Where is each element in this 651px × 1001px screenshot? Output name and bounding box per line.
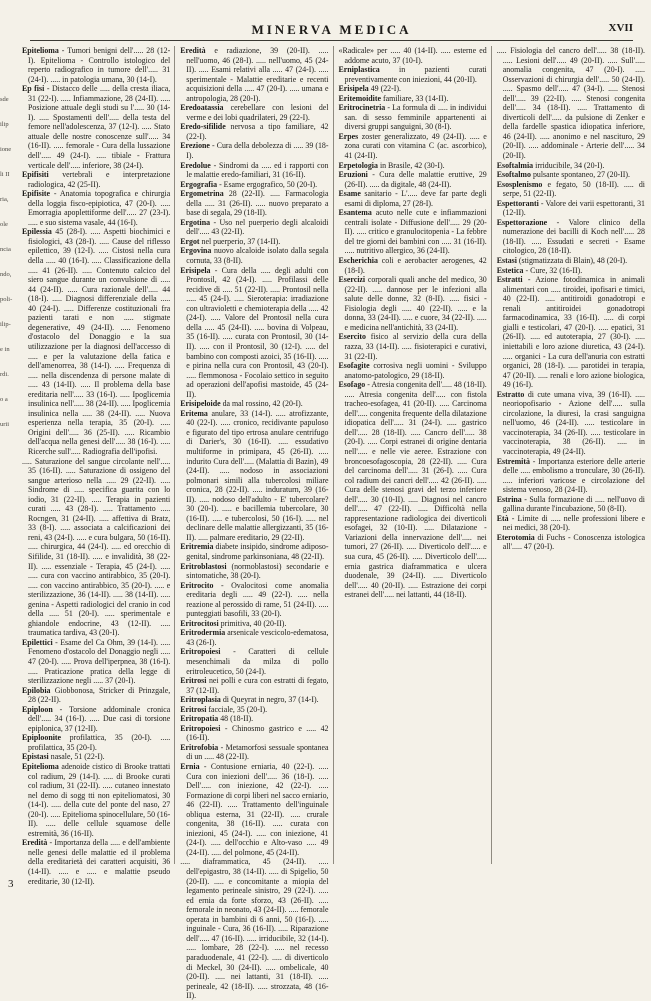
entry-heading: Estremità	[496, 456, 530, 466]
entry-text: - Limite di ..... nelle professioni libere e nei medici, 38 (20-I).	[502, 513, 645, 533]
index-entry	[497, 170, 645, 180]
entry-text: - Importanza esteriore delle arterie delle ..... embolismo a tronculare, 30 (26-II). ..... inferiori varicose e circolazione del sistema venoso, 28 (24-II).	[502, 456, 645, 495]
entry-text: primitiva, 40 (20-II).	[220, 618, 287, 628]
entry-heading: Eritropatia	[180, 714, 219, 724]
index-entry	[339, 161, 487, 171]
index-entry	[339, 46, 487, 65]
entry-text: «Radicale» per ..... 40 (14-II). ..... esterne ed addome acuto, 37 (10-I).	[338, 46, 487, 65]
entry-heading: Epitelioma	[22, 762, 59, 772]
entry-heading: Eredità	[22, 838, 48, 848]
entry-text: - Esame ergografico, 50 (20-I).	[219, 179, 318, 189]
index-entry	[339, 170, 487, 189]
entry-heading: Esosplenismo	[496, 179, 543, 189]
index-entry	[339, 380, 487, 600]
entry-text: irriducibile, 34 (20-I).	[535, 160, 605, 170]
index-entry	[22, 705, 170, 734]
index-entry	[497, 495, 645, 514]
entry-text: - Metamorfosi sessuale spontanea di un ..... 48 (22-II).	[186, 742, 329, 762]
entry-heading: Eritrocinetria	[338, 103, 386, 113]
index-column-2	[180, 46, 333, 1001]
index-entry	[497, 180, 645, 199]
index-entry	[180, 542, 328, 561]
margin-note: rdi.	[0, 371, 9, 378]
entry-text: zoster generalizzato, 49 (24-II). ..... e zona curati con vitamina C (ac. ascorbico), 41 (24-II).	[344, 131, 487, 161]
index-entry	[180, 141, 328, 160]
entry-text: (normoblastosi) secondarie e sintomatiche, 38 (20-I).	[186, 561, 329, 581]
entry-text: di Queyrat in negro, 37 (14-I).	[222, 695, 319, 705]
entry-text: 45 (28-I). ..... Aspetti biochimici e fisiologici, 43 (28-I). ..... Cause del riflesso epilettico, 39 (12-I). ..... Cistosi nella cura della ..... 40 (16-I). ..... Classificazione della ..... 41 (26-II). ..... Contenuto calcico del siero sangue durante un convulsione di ..... 44 (24-II). ..... Cura razionale dell'..... 44 (18-I). ..... Diagnosi differenziale della ..... 40 (24-I). ..... Differenze costituzionali fra pazienti tarati e non ..... stigmate degenerative, 49 (24-II). ..... Fenomeno d'ostacolo del Donaggio e la sua utilizzazione per la diagnosi dell'accesso di ..... e per la valutazione della fatica e dell'amenorrea, 38 (14-I). ..... Frequenza di ..... nella discendenza di persone malate di ..... 43 (14-II). ..... Il problema della base ereditaria nell'..... 33 (16-I). ..... Ipoglicemia insulinica nell'..... 38 (24-II). ..... Ipoglicemia insulinica nella ..... 38 (24-II). ..... Nuova esperienza nella terapia, 35 (20-I). ..... Origini dell'..... 36 (25-II). ..... Ricambio dell'acqua nella genesi dell'..... 38 (16-I). ..... Ricerche sull'..... Radiografia dell'ipofisi.	[28, 227, 171, 456]
entry-text: profilattica, 35 (20-I). ..... profilattica, 35 (20-I).	[28, 733, 171, 752]
index-entry	[22, 84, 170, 170]
entry-text: e fegato, 50 (18-II). ..... di serpe, 51 (22-II).	[502, 179, 645, 199]
index-entry	[180, 46, 328, 103]
entry-text: - Valore clinico della numerazione dei bacilli di Koch nell'..... 28 (18-II). ..... Essudati e secreti - Esame citologico, 28 (18-II).	[502, 217, 645, 256]
index-entry	[22, 46, 170, 84]
index-entry	[180, 180, 328, 190]
entry-text: - Cura della debolezza di ..... 39 (18-I).	[186, 141, 329, 161]
index-entry	[339, 65, 487, 84]
entry-text: - Caratteri di cellule mesenchimali da milza di pollo eritroleucetico, 50 (24-I).	[186, 647, 329, 676]
entry-heading: Epifisite	[22, 189, 51, 199]
entry-text: 28 (22-II). ..... Farmacologia della ..... 31 (26-II). ..... nuovo preparato a base di segala, 29 (18-II).	[186, 189, 329, 218]
index-column-3	[339, 46, 492, 864]
entry-text: - Anatomia topografica e chirurgia della loggia fisco-epipiotica, 47 (20-I). ..... Emorragia apoplettiforme dell'..... 27 (23-I). ..... e suo sistema vasale, 44 (16-I).	[28, 189, 171, 227]
page-number: XVII	[608, 22, 633, 34]
index-entry	[180, 161, 328, 180]
entry-heading: Erpes	[338, 131, 359, 141]
entry-heading: Ernia	[180, 762, 200, 772]
entry-heading: Erisipela	[180, 265, 211, 275]
index-entry	[339, 361, 487, 380]
entry-text: - Sulla formazione di ..... nell'uovo di gallina durante l'incubazione, 50 (8-II).	[502, 494, 645, 514]
margin-notes	[0, 95, 14, 445]
index-entry	[180, 705, 328, 715]
entry-text: sanitario - L'..... deve far parte degli esami di diploma, 27 (28-I).	[344, 189, 487, 208]
entry-text: - Valore dei varii espettoranti, 31 (12-II).	[502, 198, 645, 218]
index-entry	[339, 103, 487, 132]
index-entry	[180, 619, 328, 629]
margin-note: o a	[0, 396, 8, 403]
entry-text: adenoide cistico di Brooke trattati col radium, 29 (14-I). ..... di Brooke curati col radium, 31 (22-II). ..... cutaneo innestato nel demo di sogg tti non epiteliomatosi, 30 (14-I). ..... della cute del ponte del naso, 27 (20-I). ..... Epitelioma spinocellulare, 50 (16-II). ..... delle cellule squamose delle estremità, 36 (16-II).	[28, 762, 171, 838]
index-entry	[339, 332, 487, 361]
index-entry	[22, 733, 170, 752]
entry-heading: Erpetologia	[338, 160, 378, 170]
entry-text: e radiazione, 39 (20-II). ..... nell'uomo, 46 (28-I). ..... nell'uomo, 45 (24-II). ..... Esami relativi alla ..... 47 (24-I). ..... sperimentale - Malattie ereditarie e recenti acquisizioni della ..... 47 (20-I). ..... umana e antropologia, 28 (20-I).	[186, 46, 329, 103]
index-entry	[339, 94, 487, 104]
entry-heading: Età	[496, 513, 509, 523]
entry-text: nei polli e cura con estratti di fegato, 37 (12-II).	[186, 676, 329, 695]
entry-text: ..... Fisiologia del cancro dell'..... 38 (18-II). ..... Lesioni dell'..... 49 (20-II). ..... Sull'..... anomalia congenita, 47 (20-I). ..... Osservazioni di chirurgia dell'..... 50 (24-II). ..... Spasmo dell'..... 47 (34-I). ..... Stenosi dell'..... 39 (22-II). ..... Stenosi congenita dell'..... 34 (18-II). ..... Trattamento di diverticoli dell'..... da pulsione di Zenker e della fardelle spastica idiopatica inferiore, 46 (24-II). ..... anonimo e nel nascituro, 29 (20-II). ..... addominale - Arterie dell'..... 34 (20-II).	[496, 46, 645, 161]
margin-note: ncia	[0, 246, 11, 253]
entry-text: ..... diaframmatica, 45 (24-II). ..... dell'epigastro, 38 (14-II). ..... di Spigelio, 50 (20-II). ..... e concomitante a miopia del legamento perineale sinistro, 29 (22-I). ..... ed ernia da forte sforzo, 43 (26-II). ..... femorale in neonato, 43 (24-II). ..... femorale operata in bambini di 6 anni, 50 (16-I). ..... inguinale - Cura, 36 (16-II). ..... Riparazione dell'..... 47 (16-II). ..... irriducibile, 32 (14-I). ..... lombare, 28 (22-I). ..... nel recesso paraduodenale, 41 (22-I). ..... di diverticolo di Meckel, 30 (24-II). ..... ombelicale, 40 (20-II). ..... nei lattanti, 31 (18-II). ..... perineale, 42 (18-II). ..... strozzata, 48 (16-II).	[180, 857, 329, 1001]
entry-heading: Eredo-sifilide	[180, 122, 226, 132]
index-entry	[180, 189, 328, 218]
margin-note: li II	[0, 171, 10, 178]
entry-text: - Cure, 32 (16-II).	[525, 265, 583, 275]
entry-text: - Contusione erniaria, 40 (22-I). ..... Cura con iniezioni dell'..... 36 (18-I). ..... Dell'..... con iniezione, 42 (22-I). ..... Formazione di corpi liberi nel sacco erniario, 46 (22-II). ..... Trattamento dell'inguinale obliqua esterna, 31 (22-II). ..... crurale congenita, 38 (16-II). ..... curata con iniezioni, 45 (24-I). ..... con iniezione, 41 (24-I). ..... dell'occhio e Alto-vaso ..... 49 (24-II). ..... del polmone, 45 (24-II).	[186, 762, 329, 857]
entry-text: - Torsione addominale cronica dell'..... 34 (16-I). ..... Due casi di torsione epiplonica, 37 (12-II).	[28, 704, 171, 733]
entry-text: fisico al servizio della cura della razza, 33 (14-II). ..... fisioterapici e curativi, 31 (22-II).	[344, 332, 487, 361]
index-entry	[180, 581, 328, 619]
entry-text: - Tumori benigni dell'..... 28 (12-I). Epitelioma - Controllo istologico del reperto radiografico in tumore dell'..... 31 (24-I). ..... in patologia umana, 30 (14-I).	[28, 46, 171, 84]
entry-text: anulare, 33 (14-I). ..... atrofizzante, 40 (22-I). ..... cronico, recidivante papuloso e figurato del tipo ertrosa anulare centrifugo di Darier's, 30 (16-II). ..... essudativo multiforme in primipara, 45 (26-II). ..... indurito Cura dell'..... (Malattia di Bazin), 49 (24-II). ..... nodoso in associazioni polmonari simili alla tubercolosi miliare cronica, 28 (22-II). ..... induraturn, 39 (16-II). ..... nodoso dell'adulto - E' tubercolare? 30 (20-I). ..... e bacillemia tubercolare, 30 (16-II). ..... e tubercolosi, 50 (16-I). ..... nel declinare delle malattie allergizzanti, 35 (16-II). ..... palmare ereditario, 29 (22-II).	[186, 408, 329, 542]
entry-heading: Esercito	[338, 332, 366, 342]
entry-text: da mal rossino, 42 (20-I).	[222, 399, 303, 409]
entry-heading: Estratto	[496, 389, 525, 399]
entry-text: - Cura delle malattie eruttive, 29 (26-II). ..... da digitale, 48 (24-II).	[344, 170, 487, 189]
entry-text: nuovo alcaloide isolato dalla segala cornuta, 33 (8-II).	[186, 246, 329, 266]
entry-heading: Estetica	[496, 265, 524, 275]
entry-heading: Esoftalmo	[496, 170, 531, 180]
index-entry	[497, 390, 645, 457]
entry-text: - Atresia congenita dell'..... 48 (18-II). ..... Atresia congenita dell'..... con fistola tracheo-esofagea, 41 (20-II). ..... Carcinoma dell'..... congenita frequente della dilatazione idiopatica dell'..... 31 (24-I). ..... gastrico dell'..... 28 (18-II). ..... Cancro dell'..... 38 (20-I). ..... Corpi estranei di origine dentaria nell'..... e nelle vie aeree. Estrazione con broncoesofagoscopia, 28 (22-II). ..... Cura del carcinoma dell'..... 31 (26-I). ..... Cura col radium dei cancri dell'..... 42 (26-II). ..... Cura delle stenosi gravi del terzo inferiore dell'..... 30 (10-II). ..... Diagnosi nel cancro dell'..... 47 (22-II). ..... Difficoltà nella rappresentazione radiologica dei diverticoli esofagei, 32 (10-II). ..... Dilatazione - Variazioni della innervazione dell'..... nei tumori, 27 (26-II). ..... Diverticolo dell'..... e sua cura, 45 (26-II). ..... Diverticolo dell'..... ernia gastrica diaframmatica e ulcera duodenale, 39 (24-II). ..... Diverticolo dell'..... 40 (20-II). ..... Estrazione dei corpi estranei dell'..... nei lattanti, 44 (18-II).	[344, 380, 487, 600]
entry-heading: Eritroblastosi	[180, 561, 227, 571]
margin-note: ndo,	[0, 271, 12, 278]
index-entry	[22, 189, 170, 227]
entry-text: arsenicale vescicolo-edematosa, 43 (26-I).	[186, 628, 329, 647]
margin-note: ilip-	[0, 321, 11, 328]
index-entry	[22, 752, 170, 762]
index-entry	[22, 170, 170, 189]
index-entry	[497, 161, 645, 171]
entry-text: - Esame del Ca Ohm, 39 (14-I). ..... Fenomeno d'ostacolo del Donaggio negli ..... 47 (20-I). ..... Prova dell'iperpnea, 38 (16-I). ..... Praticazione pratica della legge di sterilizzazione negli ..... 37 (20-I).	[28, 637, 171, 686]
index-entry	[22, 227, 170, 456]
index-entry	[180, 724, 328, 743]
journal-title: MINERVA MEDICA	[251, 22, 412, 37]
entry-text: nasale, 51 (22-I).	[50, 752, 105, 762]
index-entry	[180, 676, 328, 695]
entry-text: acuto nelle cute e infiammazioni centrali isolate - Diffusione dell'..... 29 (20-II). ..... critico e granulocitopenia - La febbre del tre giorni dei bambini con ..... 31 (16-II). ..... nutritivo allergico, 36 (24-II).	[344, 208, 487, 256]
entry-text: di cute umana viva, 39 (16-II). ..... neoriopofisario - Azione dell'..... sulla circolazione, la diuresi, la crasi sanguigna nell'uomo, 46 (24-II). ..... testicolare in vaccinoterapia, 34 (26-II). ..... testicolare in vaccinoterapia, 38 (26-II). ..... in vaccinoterapia, 49 (24-II).	[502, 389, 645, 456]
entry-heading: Eredolue	[180, 160, 211, 170]
entry-text: Giobbonosa, Stricker di Prinzgale, 28 (22-II).	[28, 685, 171, 705]
entry-text: in pazienti curati preventivamente con iniezioni, 44 (20-II).	[344, 65, 487, 84]
entry-heading: Epilessia	[22, 227, 52, 237]
entry-heading: Eritrodermia	[180, 628, 226, 638]
entry-text: - Importanza della ..... e dell'ambiente nelle genesi delle malattie ed il problema della ereditarietà dei caratteri acquisiti, 36 (14-II). ..... e ..... e malattie pseudo ereditarie, 30 (12-II).	[28, 838, 171, 886]
entry-heading: Epilobia	[22, 685, 51, 695]
entry-heading: Espettoranti	[496, 198, 539, 208]
entry-heading: Epiploon	[22, 704, 53, 714]
entry-text: in Brasile, 42 (30-I).	[379, 160, 445, 170]
index-entry	[22, 638, 170, 686]
entry-heading: Eritrosi	[180, 704, 207, 714]
margin-note: e in	[0, 346, 10, 353]
index-entry	[180, 762, 328, 857]
index-entry	[180, 743, 328, 762]
entry-heading: Esofagite	[338, 361, 370, 371]
entry-heading: Eritropoiesi	[180, 647, 221, 657]
margin-note: ria,	[0, 196, 9, 203]
entry-heading: Eritrosi	[180, 676, 207, 686]
index-entry	[180, 562, 328, 581]
entry-text: coli e aerobacter aerogenes, 42 (18-I).	[344, 256, 487, 275]
index-entry	[180, 237, 328, 247]
index-entry	[339, 256, 487, 275]
index-entry	[180, 409, 328, 543]
entry-text: nel puerperio, 37 (14-II).	[201, 236, 281, 246]
entry-heading: Escherichia	[338, 256, 378, 266]
running-header	[30, 22, 633, 40]
entry-heading: Erisipela	[338, 84, 369, 94]
entry-text: (stigmatizzata di Blain), 48 (20-I).	[518, 256, 628, 266]
index-entry	[180, 218, 328, 237]
entry-text: 48 (18-II).	[220, 714, 254, 724]
entry-heading: Esantema	[338, 208, 372, 218]
header-rule	[30, 40, 633, 41]
entry-heading: Estrina	[496, 494, 522, 504]
index-entry	[497, 46, 645, 161]
index-entry	[497, 514, 645, 533]
entry-heading: Ergot	[180, 236, 200, 246]
entry-text: nervosa a tipo familiare, 42 (22-I).	[186, 122, 329, 141]
index-entry	[497, 275, 645, 390]
entry-text: facciale, 35 (20-I).	[208, 704, 268, 714]
margin-note: poli-	[0, 296, 13, 303]
entry-heading: Ergotina	[180, 217, 211, 227]
entry-heading: Ep fisi	[22, 84, 45, 94]
index-entry	[339, 189, 487, 208]
entry-heading: Ergometrina	[180, 189, 224, 199]
entry-heading: Eritrofobia	[180, 742, 219, 752]
index-entry	[180, 628, 328, 647]
entry-text: - Distacco delle ..... della cresta iliaca, 31 (22-I). ..... Infiammazione, 28 (24-II). ..... Posizione attuale degli studi su l'..... 30 (14-I). ..... Spostamenti dell'..... della testa del femore nell'adolescenza, 37 (12-I). ..... Stato attuale delle nostre conoscenze sull'..... 34 (16-II). ..... femorale - Cura della lussazione dell'..... 49 (24-I). ..... tibiale - Frattura verticale dell'..... inferiore, 38 (24-I).	[28, 84, 171, 170]
entry-text: 49 (22-I).	[370, 84, 401, 94]
index-entry	[497, 533, 645, 552]
entry-heading: Eruzioni	[338, 170, 368, 180]
entry-heading: Epistasi	[22, 752, 49, 762]
entry-text: pulsante spontaneo, 27 (20-II).	[532, 170, 631, 180]
entry-heading: Epitelioma	[22, 46, 59, 55]
entry-heading: Esercizi	[338, 275, 366, 285]
entry-text: corporali quali anche del medico, 30 (22-II). ..... dannose per le infezioni alla salute delle donne, 32 (8-II). ..... fisici - Fisiologia degli ..... 40 (22-II). ..... e la donna, 33 (24-II). ..... e cuore, 34 (22-II). ..... e medicina nell'antichità, 33 (24-II).	[344, 275, 487, 332]
entry-heading: Erniplastica	[338, 65, 380, 75]
index-entry	[180, 857, 328, 1000]
index-entry	[22, 838, 170, 886]
entry-text: vertebrali e interpretazione radiologica, 42 (25-II).	[28, 170, 171, 189]
entry-heading: Esoftalmia	[496, 160, 534, 170]
entry-heading: Ergovina	[180, 246, 212, 256]
index-entry	[497, 266, 645, 276]
index-entry	[339, 132, 487, 161]
index-entry	[180, 695, 328, 705]
entry-heading: Eterotomia	[496, 532, 535, 542]
index-entry	[22, 457, 170, 638]
entry-heading: Estasi	[496, 256, 517, 266]
index-entry	[180, 266, 328, 400]
entry-heading: Eritrocito	[180, 580, 214, 590]
entry-text: cerebellare con lesioni del verme e dei lobi quadrilateri, 29 (22-I).	[186, 103, 329, 122]
entry-text: di Fuchs - Conoscenza istologica all'..... 47 (20-I).	[502, 532, 646, 552]
entry-heading: Esame	[338, 189, 361, 199]
entry-heading: Epilettici	[22, 637, 53, 647]
folio-number: 3	[8, 878, 14, 890]
margin-note: urii	[0, 421, 10, 428]
entry-heading: Eritema	[180, 408, 208, 418]
margin-note: ione	[0, 146, 12, 153]
entry-heading: Eritremia	[180, 542, 214, 552]
index-entry	[339, 275, 487, 332]
index-entry	[22, 686, 170, 705]
index-entry	[180, 246, 328, 265]
entry-heading: Eritropoiesi	[180, 723, 221, 733]
entry-text: - Ovalocitosi come anomalia ereditaria degli ..... 49 (22-I). ..... nella reazione al perossido di rame, 51 (24-II). ..... punteggiati basofili, 33 (20-I).	[186, 580, 329, 619]
entry-text: corrosiva negli uomini - Sviluppo anatomo-patologico, 29 (18-II).	[344, 361, 487, 380]
entry-text: diabete insipido, sindrome adiposo-genital, sindrome parkinsoniana, 48 (22-II).	[186, 542, 329, 561]
entry-heading: Ergografia	[180, 179, 218, 189]
index-entry	[497, 256, 645, 266]
entry-text: - Chinosmo gastrico e ..... 42 (16-II).	[186, 723, 329, 743]
index-entry	[497, 199, 645, 218]
entry-heading: Eritemoidite	[338, 93, 382, 103]
entry-heading: Erezione	[180, 141, 210, 151]
index-columns	[22, 46, 646, 1001]
index-entry	[339, 208, 487, 256]
entry-heading: Erisipeloide	[180, 399, 221, 409]
entry-heading: Eredoatassia	[180, 103, 224, 113]
index-entry	[180, 122, 328, 141]
entry-heading: Espettorazione	[496, 217, 548, 227]
entry-heading: Eritrocitosi	[180, 618, 219, 628]
index-entry	[180, 103, 328, 122]
entry-heading: Epifisiti	[22, 170, 49, 180]
index-entry	[180, 714, 328, 724]
index-entry	[180, 647, 328, 676]
margin-note: ilip	[0, 121, 9, 128]
index-entry	[339, 84, 487, 94]
entry-heading: Esofago	[338, 380, 366, 390]
entry-text: - La formula di ..... in individui san. di sesso femminile appartenenti ai diversi gruppi sanguigni, 30 (8-I).	[344, 103, 487, 132]
entry-text: - Uso nel puerperio degli alcaloidi dell'..... 43 (22-II).	[186, 217, 329, 237]
index-entry	[180, 399, 328, 409]
index-entry	[22, 762, 170, 838]
index-column-1	[22, 46, 175, 886]
entry-heading: Eritroplasia	[180, 695, 221, 705]
entry-text: ..... Saturazione del sangue circolante nell'..... 35 (16-II). ..... Saturazione di ossigeno del sangue arterioso nella ..... 29 (22-II). ..... Sindrome di ..... specifica guarita con lo iodio, 31 (22-II). ..... Terapia in pazienti curati ..... 43 (28-I). ..... Trattamento ..... Rocngen, 31 (24-II). ..... affettiva di Bratz, 33 (8-I). ..... associata a calcificazioni dei reni, 43 (24-I). ..... e cura bulgara, 50 (16-II). ..... chirurgica, 44 (24-I). ..... ed orecchio di Sifilide, 31 (18-II). ..... e invalidità, 38 (22-II). ..... essenziale - Terapia, 45 (24-I). ..... ..... cura con vaccino antirabbico, 35 (20-I). ..... con vaccino antirabbico, 35 (20-I). ..... e sterilizzazione, 36 (14-II). ..... 38 (14-II). ..... genina - Aspetti radiologici del cranio in cod della ..... 51 (20-I). ..... sperimentale e ghiandole endocrine, 43 (12-II). ..... traumatica tardiva, 43 (20-I).	[22, 456, 171, 638]
entry-text: - Cura della ..... degli adulti con Prontosil, 42 (24-I). ..... Profilassi delle recidive di ..... 51 (22-II). ..... Prontosil nella ..... 45 (24-I). ..... Sieroterapia: irradiazione con ultravioletti e chemioterapia della ..... 42 (24-I). ..... Valore del Prontosil nella cura della ..... 45 (24-II). ..... bovina di Volpeau, 35 (16-II). ..... curata con Prontosil, 30 (14-II). ..... con il Prontosil, 30 (12-I). ..... del bambino con composti azoici, 35 (16-II). ..... e pirina nella cura con Prontosil, 43 (20-I). ..... flemmonosa - Focolaio settico in seguito ad operazioni dell'apofisi mastoide, 45 (24-II).	[186, 265, 329, 399]
margin-note: sde	[0, 96, 9, 103]
entry-heading: Epiploonite	[22, 733, 62, 743]
entry-heading: Estratti	[496, 275, 523, 285]
index-entry	[497, 457, 645, 495]
entry-text: familiare, 33 (14-II).	[383, 93, 449, 103]
margin-note: ole	[0, 221, 8, 228]
entry-text: - Azione fotodinamica in animali alimentari con ..... tiroidei, ipofisari e timici, 40 (22-II). ..... antitiroidi gonadotropi e renali antitiroidei gonadotropi farmacodinamica, 33 (16-II). ..... di corpi gialli e testicolari, 47 (20-I). ..... epatici, 31 (26-II). ..... ed autoterapia, 27 (30-I). ..... iniettabili e loro azione diuretica, 43 (24-I). ..... organici - La cura dell'anuria con estratti organici, 28 (18-I). ..... parotidei in terapia, 47 (20-II). ..... renali e loro azione biologica, 49 (16-I).	[502, 275, 645, 390]
index-entry	[497, 218, 645, 256]
index-column-4	[497, 46, 645, 864]
entry-heading: Eredità	[180, 46, 206, 55]
entry-text: - Sindromi da ..... ed i rapporti con le malattie eredo-familiari, 31 (16-II).	[186, 160, 329, 180]
